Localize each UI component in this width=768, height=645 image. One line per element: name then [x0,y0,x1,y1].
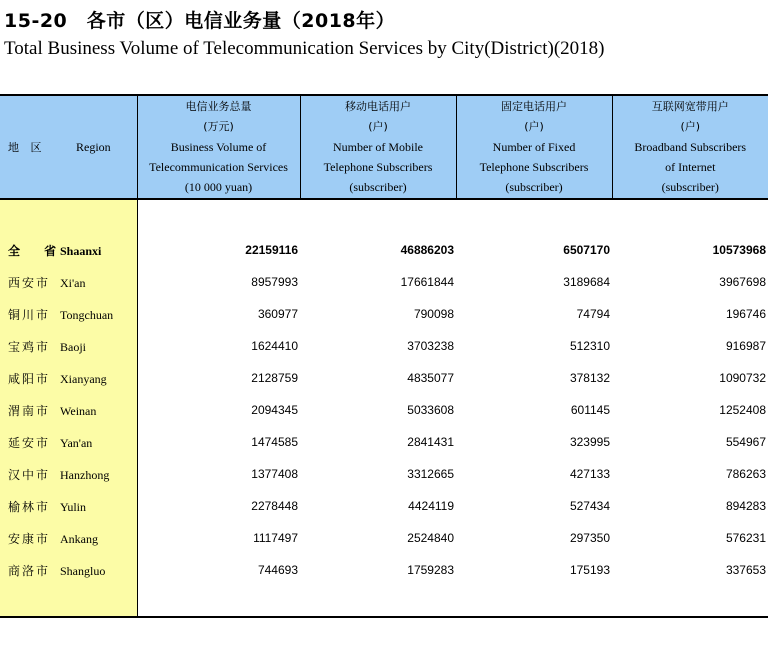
mobile-subscribers-cell: 46886203 [400,243,454,257]
table-row [0,298,768,330]
column-header-en: Number of Fixed [492,140,576,154]
broadband-subscribers-cell: 1252408 [719,403,766,417]
business-volume-cell: 1624410 [251,339,298,353]
region-cell [0,266,137,298]
region-cell [0,362,137,394]
broadband-subscribers-cell: 337653 [725,563,766,577]
spacer-row [0,199,768,234]
region-cell [0,426,137,458]
region-name-cn: 渭南市 [8,403,51,418]
business-volume-cell: 744693 [257,563,298,577]
broadband-subscribers-cell: 10573968 [712,243,766,257]
region-name-cn: 宝鸡市 [8,339,51,354]
region-cell [0,522,137,554]
region-cell [0,490,137,522]
mobile-subscribers-cell: 2841431 [407,435,454,449]
table-row [0,266,768,298]
region-header [0,95,137,199]
mobile-subscribers-cell: 4835077 [407,371,454,385]
column-header-fixed-subscribers [456,95,612,199]
region-cell [0,298,137,330]
fixed-subscribers-cell: 601145 [570,403,610,417]
region-name-en: Yulin [60,499,87,514]
region-header-en: Region [76,139,111,154]
column-header-en: Business Volume of [170,140,267,154]
region-name-cn: 咸阳市 [8,371,51,386]
region-name-en: Xianyang [60,371,107,386]
table-title-cn: 15-20 各市（区）电信业务量（2018年） [4,10,396,32]
table-title-en: Total Business Volume of Telecommunication Services by City(District)(2018) [4,38,605,59]
region-cell [0,330,137,362]
region-name-en: Baoji [60,339,86,354]
mobile-subscribers-cell: 4424119 [408,499,454,513]
fixed-subscribers-cell: 378132 [569,371,610,385]
column-header-en: of Internet [665,160,716,174]
mobile-subscribers-cell: 2524840 [407,531,454,545]
business-volume-cell: 360977 [257,307,298,321]
table-row [0,330,768,362]
broadband-subscribers-cell: 576231 [725,531,766,545]
column-header-unit-cn: (户) [524,120,544,133]
region-header-cn: 地 区 [8,140,46,154]
broadband-subscribers-cell: 786263 [725,467,766,481]
data-table [0,94,768,618]
business-volume-cell: 2094345 [251,403,298,417]
column-header-unit-en: (subscriber) [661,180,719,194]
column-header-en: Number of Mobile [333,140,423,154]
region-name-en: Yan'an [60,435,93,450]
table-row [0,394,768,426]
region-name-en: Shaanxi [60,243,102,258]
broadband-subscribers-cell: 894283 [725,499,766,513]
region-name-en: Tongchuan [60,307,114,322]
spacer-row [0,586,768,617]
column-header-broadband-subscribers [612,95,768,199]
region-cell [0,234,137,266]
column-header-mobile-subscribers [300,95,456,199]
region-name-cn: 安康市 [8,531,51,546]
region-name-en: Hanzhong [60,467,110,482]
mobile-subscribers-cell: 1759283 [407,563,454,577]
mobile-subscribers-cell: 5033608 [407,403,454,417]
fixed-subscribers-cell: 6507170 [563,243,610,257]
region-name-en: Weinan [60,403,97,418]
fixed-subscribers-cell: 297350 [569,531,610,545]
region-name-en: Shangluo [60,563,106,578]
business-volume-cell: 2128759 [251,371,298,385]
broadband-subscribers-cell: 1090732 [719,371,766,385]
mobile-subscribers-cell: 3703238 [407,339,454,353]
column-header-unit-en: (10 000 yuan) [184,180,253,194]
table-row-total [0,234,768,266]
header-row [0,95,768,199]
broadband-subscribers-cell: 196746 [725,307,766,321]
region-name-cn: 全 省 [8,243,67,258]
mobile-subscribers-cell: 790098 [413,307,454,321]
broadband-subscribers-cell: 916987 [725,339,766,353]
business-volume-cell: 2278448 [251,499,298,513]
column-header-en: Telecommunication Services [149,160,288,174]
business-volume-cell: 1117497 [253,531,298,545]
region-cell [0,554,137,586]
column-header-cn: 互联网宽带用户 [651,100,729,113]
region-name-en: Xi'an [60,275,86,290]
column-header-unit-en: (subscriber) [349,180,407,194]
column-header-business-volume [137,95,300,199]
fixed-subscribers-cell: 74794 [576,307,610,321]
table-row [0,426,768,458]
fixed-subscribers-cell: 323995 [569,435,610,449]
column-header-en: Telephone Subscribers [479,160,589,174]
fixed-subscribers-cell: 175193 [569,563,610,577]
region-name-cn: 商洛市 [8,563,51,578]
column-header-unit-cn: (万元) [203,120,234,133]
fixed-subscribers-cell: 527434 [569,499,610,513]
column-header-en: Telephone Subscribers [323,160,433,174]
region-cell [0,458,137,490]
region-name-cn: 榆林市 [8,499,51,514]
business-volume-cell: 1377408 [251,467,298,481]
business-volume-cell: 22159116 [245,243,298,257]
column-header-en: Broadband Subscribers [634,140,747,154]
column-header-unit-en: (subscriber) [505,180,563,194]
table-row [0,554,768,586]
column-header-cn: 移动电话用户 [345,100,411,113]
table-row [0,458,768,490]
fixed-subscribers-cell: 512310 [569,339,610,353]
mobile-subscribers-cell: 17661844 [400,275,454,289]
table-row [0,490,768,522]
business-volume-cell: 1474585 [251,435,298,449]
broadband-subscribers-cell: 554967 [725,435,766,449]
fixed-subscribers-cell: 3189684 [563,275,610,289]
mobile-subscribers-cell: 3312665 [407,467,454,481]
region-name-cn: 西安市 [8,275,51,290]
region-name-cn: 延安市 [8,435,51,450]
region-cell [0,394,137,426]
table-row [0,522,768,554]
column-header-unit-cn: (户) [368,120,388,133]
broadband-subscribers-cell: 3967698 [719,275,766,289]
column-header-unit-cn: (户) [680,120,701,133]
region-name-cn: 铜川市 [8,307,51,322]
region-name-en: Ankang [60,531,98,546]
fixed-subscribers-cell: 427133 [569,467,610,481]
table-row [0,362,768,394]
column-header-cn: 电信业务总量 [185,100,252,113]
region-name-cn: 汉中市 [8,467,51,482]
column-header-cn: 固定电话用户 [501,100,567,113]
business-volume-cell: 8957993 [251,275,298,289]
